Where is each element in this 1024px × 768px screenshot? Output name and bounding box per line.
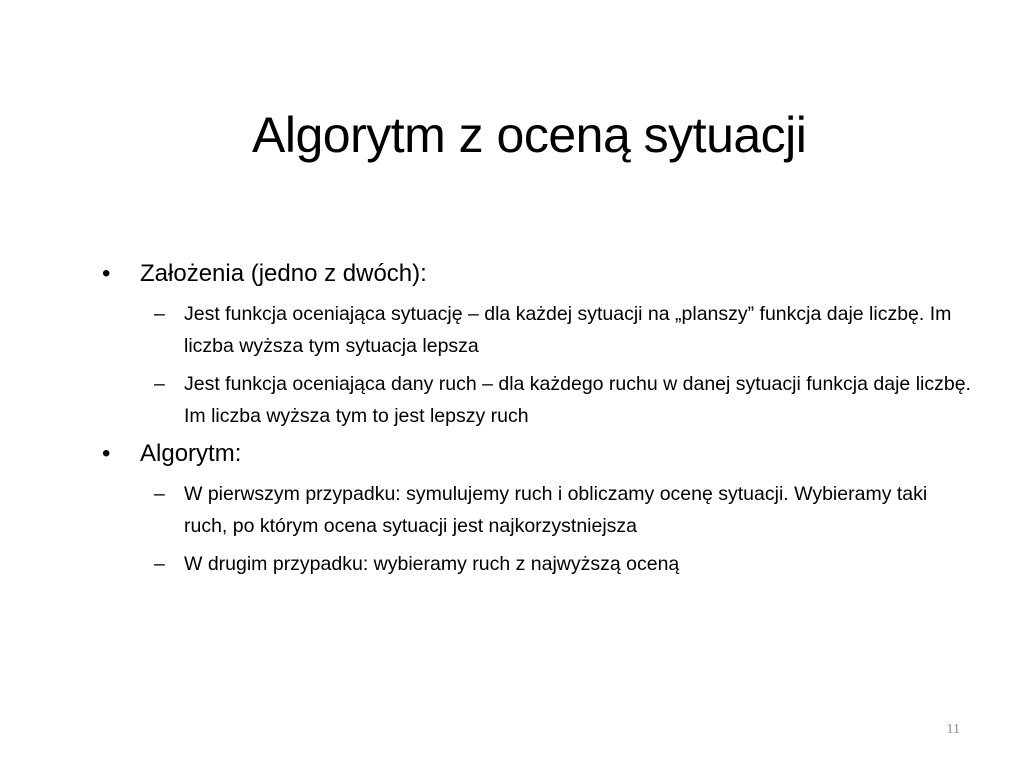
sub-item-text: Jest funkcja oceniająca dany ruch – dla każdego ruchu w danej sytuacji funkcja daje liczbę. Im liczba wyższa tym to jest lepszy ruch [184, 373, 971, 427]
sub-item-text: Jest funkcja oceniająca sytuację – dla każdej sytuacji na „planszy” funkcja daje liczbę. Im liczba wyższa tym sytuacja lepsza [184, 303, 952, 357]
bullet-icon: • [102, 260, 111, 287]
page-number: 11 [946, 722, 960, 737]
slide-content [100, 258, 980, 586]
sub-item [154, 548, 980, 580]
bullet-icon: • [102, 440, 111, 467]
bullet-item-assumptions [100, 258, 980, 290]
dash-icon: – [154, 553, 165, 575]
dash-icon: – [154, 483, 165, 505]
dash-icon: – [154, 373, 165, 395]
sub-item [154, 368, 980, 432]
bullet-item-algorithm [100, 438, 980, 470]
sub-item [154, 298, 980, 362]
sub-item-text: W drugim przypadku: wybieramy ruch z najwyższą oceną [184, 553, 680, 575]
bullet-text: Algorytm: [140, 440, 242, 467]
dash-icon: – [154, 303, 165, 325]
bullet-text: Założenia (jedno z dwóch): [140, 260, 427, 287]
sub-item-text: W pierwszym przypadku: symulujemy ruch i obliczamy ocenę sytuacji. Wybieramy taki ruch, po którym ocena sytuacji jest najkorzystniejsza [184, 483, 928, 537]
sub-item [154, 478, 980, 542]
slide-title: Algorytm z oceną sytuacji [252, 107, 807, 163]
